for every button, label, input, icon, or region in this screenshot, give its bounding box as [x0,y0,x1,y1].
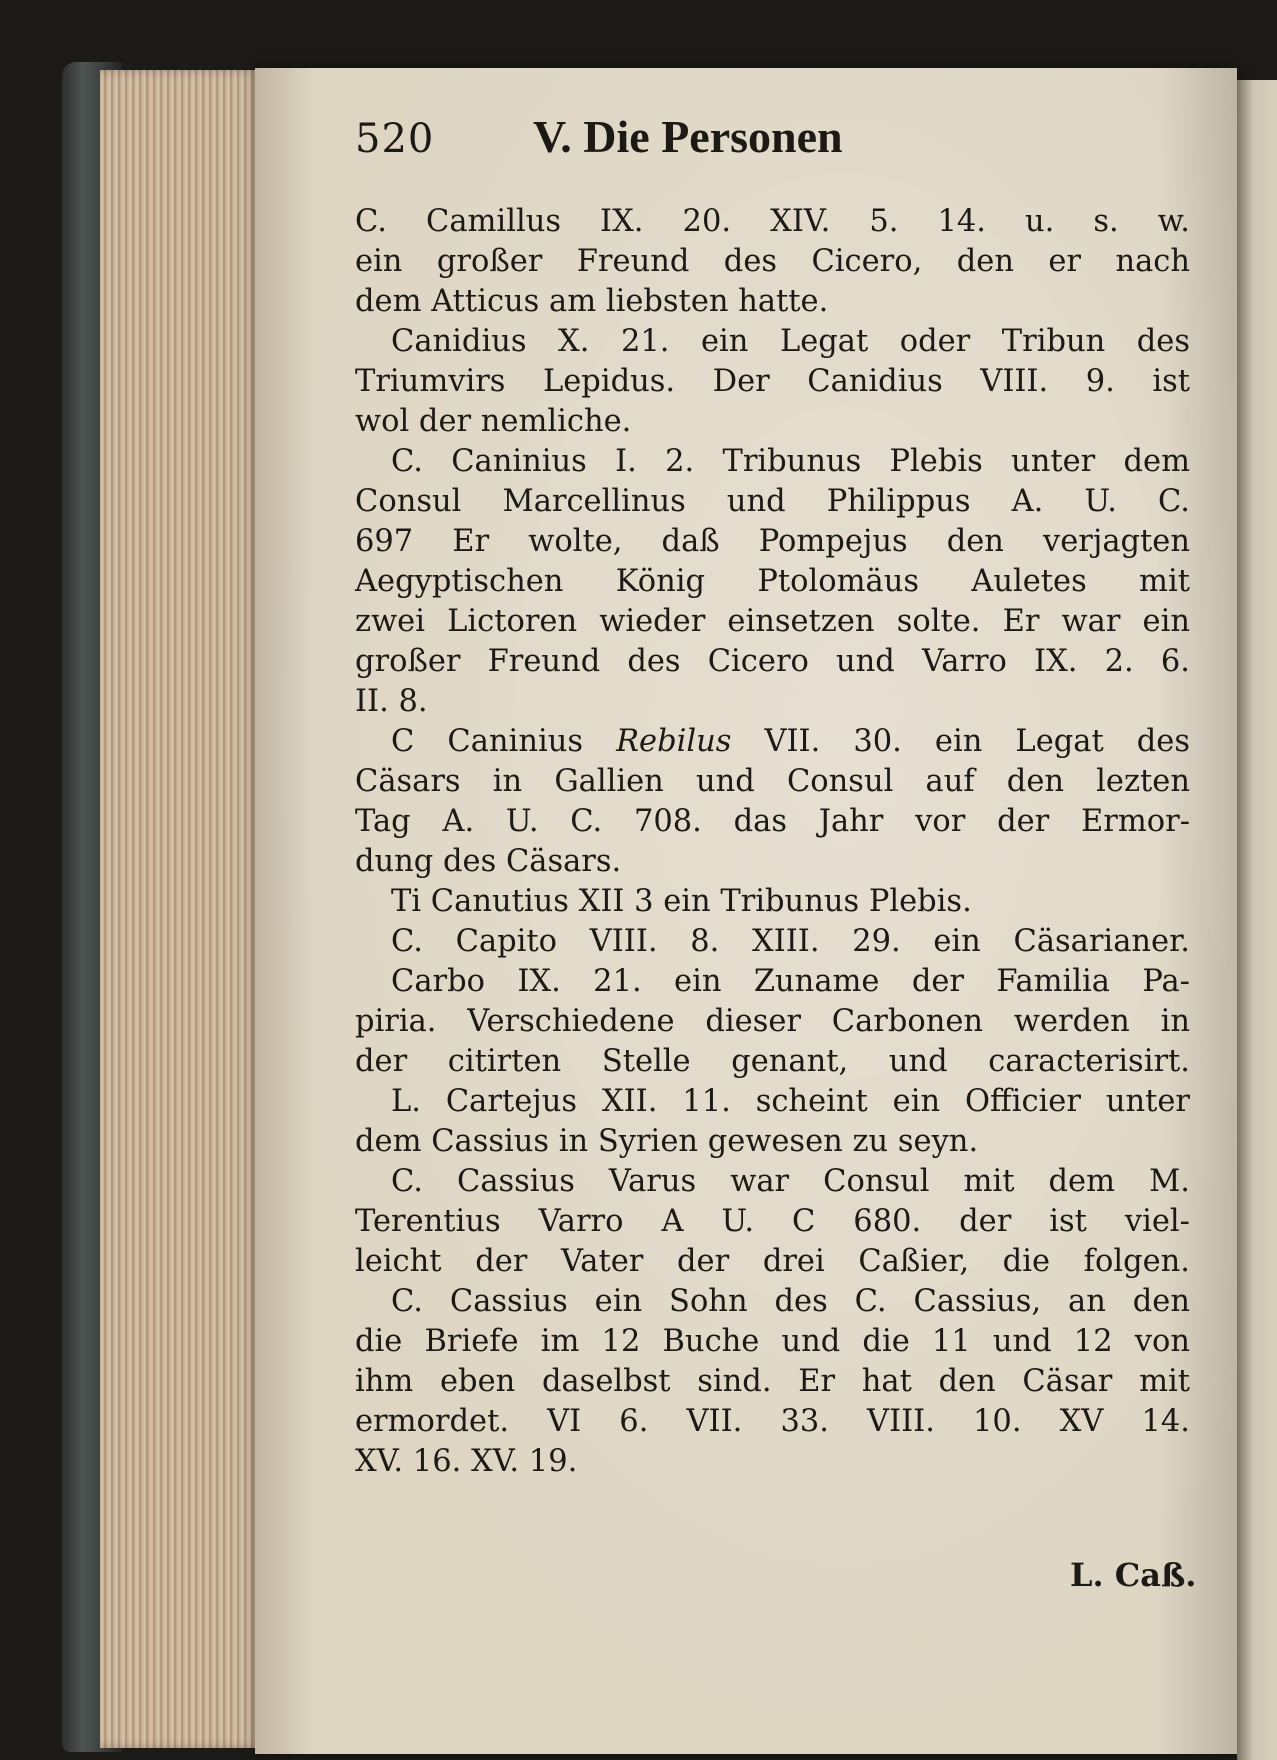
text-line-rebilus [355,722,1190,762]
rebilus-italic: Rebilus [616,724,732,759]
text-line: Canidius X. 21. ein Legat oder Tribun des [391,324,1190,359]
rebilus-after: VII. 30. ein Legat des [731,724,1190,759]
text-line: Ti Canutius XII 3 ein Tribunus Plebis. [391,884,972,919]
text-line: Aegyptischen König Ptolomäus Auletes mit [355,564,1190,599]
facing-page-edge [1237,80,1277,1760]
text-line: XV. 16. XV. 19. [355,1444,578,1479]
running-head: V. Die Personen [533,111,843,162]
text-line: piria. Verschiedene dieser Carbonen werden in [355,1004,1190,1039]
text-line: die Briefe im 12 Buche und die 11 und 12 von [355,1324,1190,1359]
page-header [355,110,1190,168]
rebilus-before: C Caninius [391,724,617,759]
text-line: 697 Er wolte, daß Pompejus den verjagten [355,524,1190,559]
text-line: Terentius Varro A U. C 680. der ist viel- [355,1204,1190,1239]
text-line: C. Caninius I. 2. Tribunus Plebis unter dem [391,444,1190,479]
text-line: Triumvirs Lepidus. Der Canidius VIII. 9. ist [355,364,1190,399]
text-line: dung des Cäsars. [355,844,622,879]
text-line: ein großer Freund des Cicero, den er nach [355,244,1190,279]
catchword: L. Caß. [1070,1556,1197,1594]
page-edges [100,70,272,1748]
page-text [355,110,1190,1482]
text-line: Tag A. U. C. 708. das Jahr vor der Ermor- [355,804,1190,839]
page-number: 520 [355,116,435,162]
text-line: Consul Marcellinus und Philippus A. U. C. [355,484,1190,519]
text-line: wol der nemliche. [355,404,632,439]
text-line: leicht der Vater der drei Caßier, die folgen. [355,1244,1190,1279]
text-line: großer Freund des Cicero und Varro IX. 2. 6. [355,644,1190,679]
text-line: C. Capito VIII. 8. XIII. 29. ein Cäsarianer. [391,924,1190,959]
text-line: ihm eben daselbst sind. Er hat den Cäsar mit [355,1364,1190,1399]
text-line: C. Camillus IX. 20. XIV. 5. 14. u. s. w. [355,204,1190,239]
text-line: ermordet. VI 6. VII. 33. VIII. 10. XV 14. [355,1404,1190,1439]
text-line: der citirten Stelle genant, und caracterisirt. [355,1044,1190,1079]
text-line: dem Atticus am liebsten hatte. [355,284,829,319]
text-line: C. Cassius Varus war Consul mit dem M. [391,1164,1190,1199]
text-line: dem Cassius in Syrien gewesen zu seyn. [355,1124,979,1159]
text-line: C. Cassius ein Sohn des C. Cassius, an den [391,1284,1190,1319]
text-line: L. Cartejus XII. 11. scheint ein Officier unter [391,1084,1190,1119]
text-line: II. 8. [355,684,428,719]
text-line: Cäsars in Gallien und Consul auf den lezten [355,764,1190,799]
text-line: Carbo IX. 21. ein Zuname der Familia Pa- [391,964,1190,999]
text-line: zwei Lictoren wieder einsetzen solte. Er war ein [355,604,1190,639]
